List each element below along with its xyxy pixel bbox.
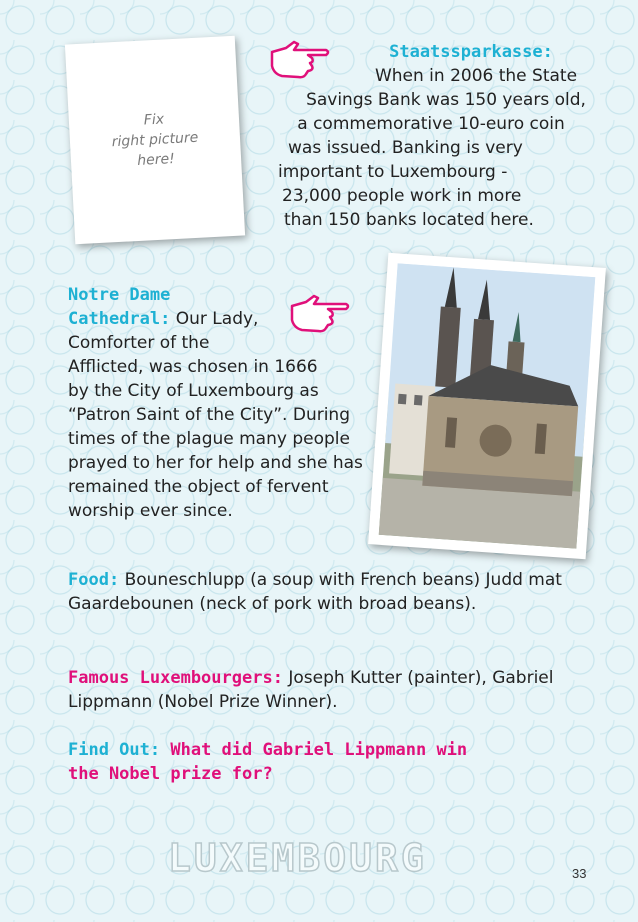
notre-dame-line: Comforter of the: [68, 333, 210, 353]
notre-dame-line: worship ever since.: [68, 501, 233, 521]
staats-line: a commemorative 10-euro coin: [297, 114, 565, 134]
notre-dame-line: Afflicted, was chosen in 1666: [68, 357, 318, 377]
food-label: Food:: [68, 570, 120, 590]
cathedral-illustration: [379, 263, 595, 548]
cathedral-heading: Cathedral:: [68, 309, 171, 329]
notre-dame-line: times of the plague many people: [68, 429, 350, 449]
notre-dame-section: [68, 283, 398, 523]
staats-line: important to Luxembourg -: [278, 162, 508, 182]
staatssparkasse-heading: Staatssparkasse:: [389, 42, 553, 62]
notre-dame-heading: Notre Dame: [68, 285, 171, 305]
famous-text: Joseph Kutter (painter), Gabriel Lippmann (Nobel Prize Winner).: [68, 668, 554, 712]
notre-dame-line: by the City of Luxembourg as: [68, 381, 319, 401]
staats-line: Savings Bank was 150 years old,: [306, 90, 586, 110]
notre-dame-line: “Patron Saint of the City”. During: [68, 405, 350, 425]
page-number: 33: [572, 866, 587, 881]
notre-dame-line: Our Lady,: [170, 309, 259, 329]
staats-line: 23,000 people work in more: [282, 186, 522, 206]
food-text: Bouneschlupp (a soup with French beans) Judd mat Gaardebounen (neck of pork with broad beans).: [68, 570, 562, 614]
find-out-paragraph: [68, 738, 488, 786]
cathedral-photo: [379, 263, 595, 548]
food-paragraph: [68, 568, 608, 616]
notre-dame-line: remained the object of fervent: [68, 477, 329, 497]
notre-dame-line: prayed to her for help and she has: [68, 453, 363, 473]
famous-luxembourgers-paragraph: [68, 666, 608, 714]
staats-line: was issued. Banking is very: [288, 138, 523, 158]
find-out-question: What did Gabriel Lippmann win the Nobel prize for?: [68, 740, 468, 784]
photo-placeholder-frame: [65, 36, 245, 245]
placeholder-text: Fix right picture here!: [111, 111, 199, 169]
staats-line: When in 2006 the State: [374, 66, 578, 86]
footer-country-word: LUXEMBOURG: [168, 836, 427, 880]
staatssparkasse-section: [266, 40, 596, 232]
find-out-label: Find Out:: [68, 740, 161, 760]
cathedral-photo-frame: [368, 253, 606, 559]
staats-line: than 150 banks located here.: [284, 210, 534, 230]
famous-label: Famous Luxembourgers:: [68, 668, 283, 688]
